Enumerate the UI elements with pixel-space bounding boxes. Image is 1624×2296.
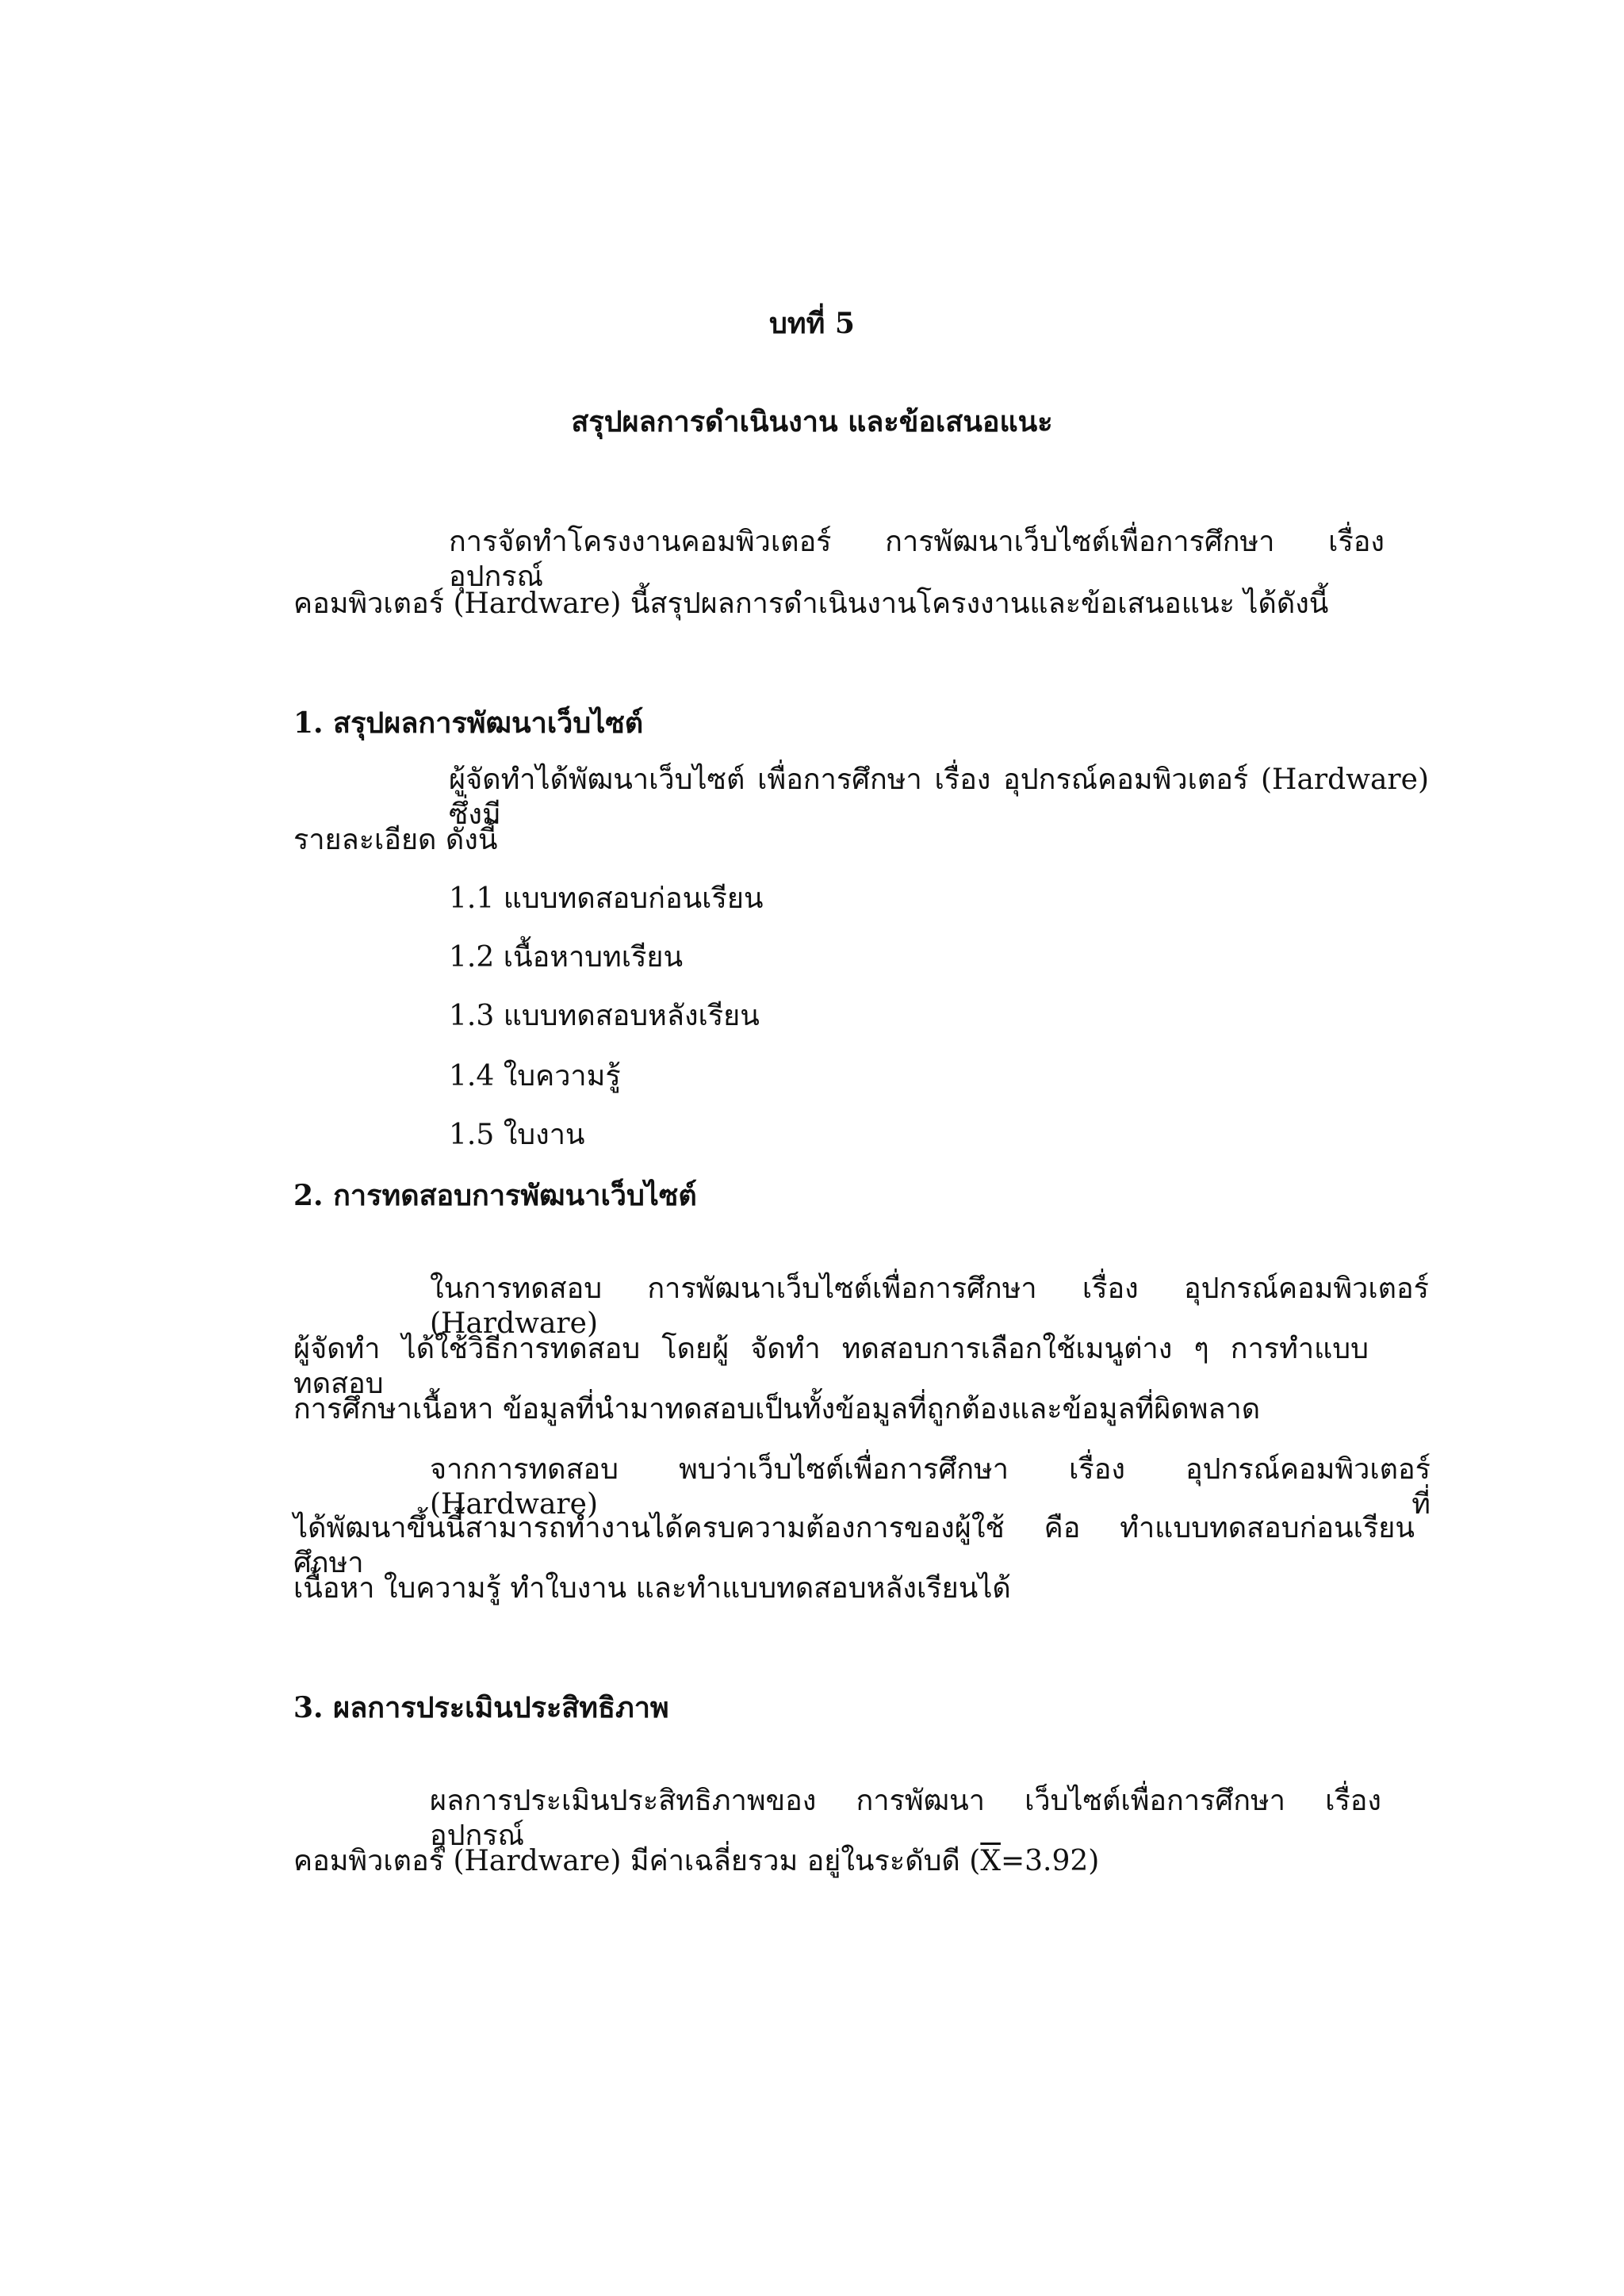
section-3-line-1: ผลการประเมินประสิทธิภาพของ การพัฒนา เว็บไซต์เพื่อการศึกษา เรื่อง อุปกรณ์ bbox=[430, 1785, 1381, 1852]
section-2-p1-line-2: ผู้จัดทำ ได้ใช้วิธีการทดสอบ โดยผู้ จัดทำ ทดสอบการเลือกใช้เมนูต่าง ๆ การทำแบบทดสอบ bbox=[293, 1333, 1369, 1400]
intro-line-1: การจัดทำโครงงานคอมพิวเตอร์ การพัฒนาเว็บไซต์เพื่อการศึกษา เรื่อง อุปกรณ์ bbox=[449, 526, 1385, 593]
chapter-number: บทที่ 5 bbox=[769, 307, 855, 340]
section-2-p1-line-3: การศึกษาเนื้อหา ข้อมูลที่นำมาทดสอบเป็นทั้งข้อมูลที่ถูกต้องและข้อมูลที่ผิดพลาด bbox=[293, 1393, 1261, 1425]
section-1-heading: 1. สรุปผลการพัฒนาเว็บไซต์ bbox=[293, 706, 644, 740]
section-1-para-line-1: ผู้จัดทำได้พัฒนาเว็บไซต์ เพื่อการศึกษา เรื่อง อุปกรณ์คอมพิวเตอร์ (Hardware) ซึ่งมี bbox=[449, 763, 1429, 831]
list-item: 1.1 แบบทดสอบก่อนเรียน bbox=[449, 882, 764, 915]
section-3-line-2-suffix: =3.92) bbox=[1000, 1845, 1100, 1877]
intro-line-2: คอมพิวเตอร์ (Hardware) นี้สรุปผลการดำเนินงานโครงงานและข้อเสนอแนะ ได้ดังนี้ bbox=[293, 587, 1329, 620]
section-2-p2-line-3: เนื้อหา ใบความรู้ ทำใบงาน และทำแบบทดสอบหลังเรียนได้ bbox=[293, 1572, 1011, 1605]
section-3-line-2 bbox=[293, 1844, 1099, 1879]
list-item: 1.4 ใบความรู้ bbox=[449, 1060, 621, 1093]
mean-symbol: $\overline{X}$ bbox=[980, 1845, 1001, 1877]
list-item: 1.5 ใบงาน bbox=[449, 1119, 585, 1151]
section-3-heading: 3. ผลการประเมินประสิทธิภาพ bbox=[293, 1691, 669, 1724]
section-2-p2-line-2: ได้พัฒนาขึ้นนี้สามารถทำงานได้ครบความต้องการของผู้ใช้ คือ ทำแบบทดสอบก่อนเรียน ศึกษา bbox=[293, 1512, 1415, 1579]
section-2-heading: 2. การทดสอบการพัฒนาเว็บไซต์ bbox=[293, 1179, 697, 1212]
list-item: 1.2 เนื้อหาบทเรียน bbox=[449, 941, 684, 974]
chapter-title: สรุปผลการดำเนินงาน และข้อเสนอแนะ bbox=[571, 405, 1053, 438]
section-2-p1-line-1: ในการทดสอบ การพัฒนาเว็บไซต์เพื่อการศึกษา เรื่อง อุปกรณ์คอมพิวเตอร์ (Hardware) bbox=[430, 1272, 1429, 1340]
section-3-line-2-prefix: คอมพิวเตอร์ (Hardware) มีค่าเฉลี่ยรวม อยู่ในระดับดี ( bbox=[293, 1845, 981, 1877]
list-item: 1.3 แบบทดสอบหลังเรียน bbox=[449, 1000, 760, 1032]
section-2-p2-line-1: จากการทดสอบ พบว่าเว็บไซต์เพื่อการศึกษา เรื่อง อุปกรณ์คอมพิวเตอร์ (Hardware) ที่ bbox=[430, 1453, 1431, 1521]
section-1-para-line-2: รายละเอียด ดังนี้ bbox=[293, 824, 498, 856]
